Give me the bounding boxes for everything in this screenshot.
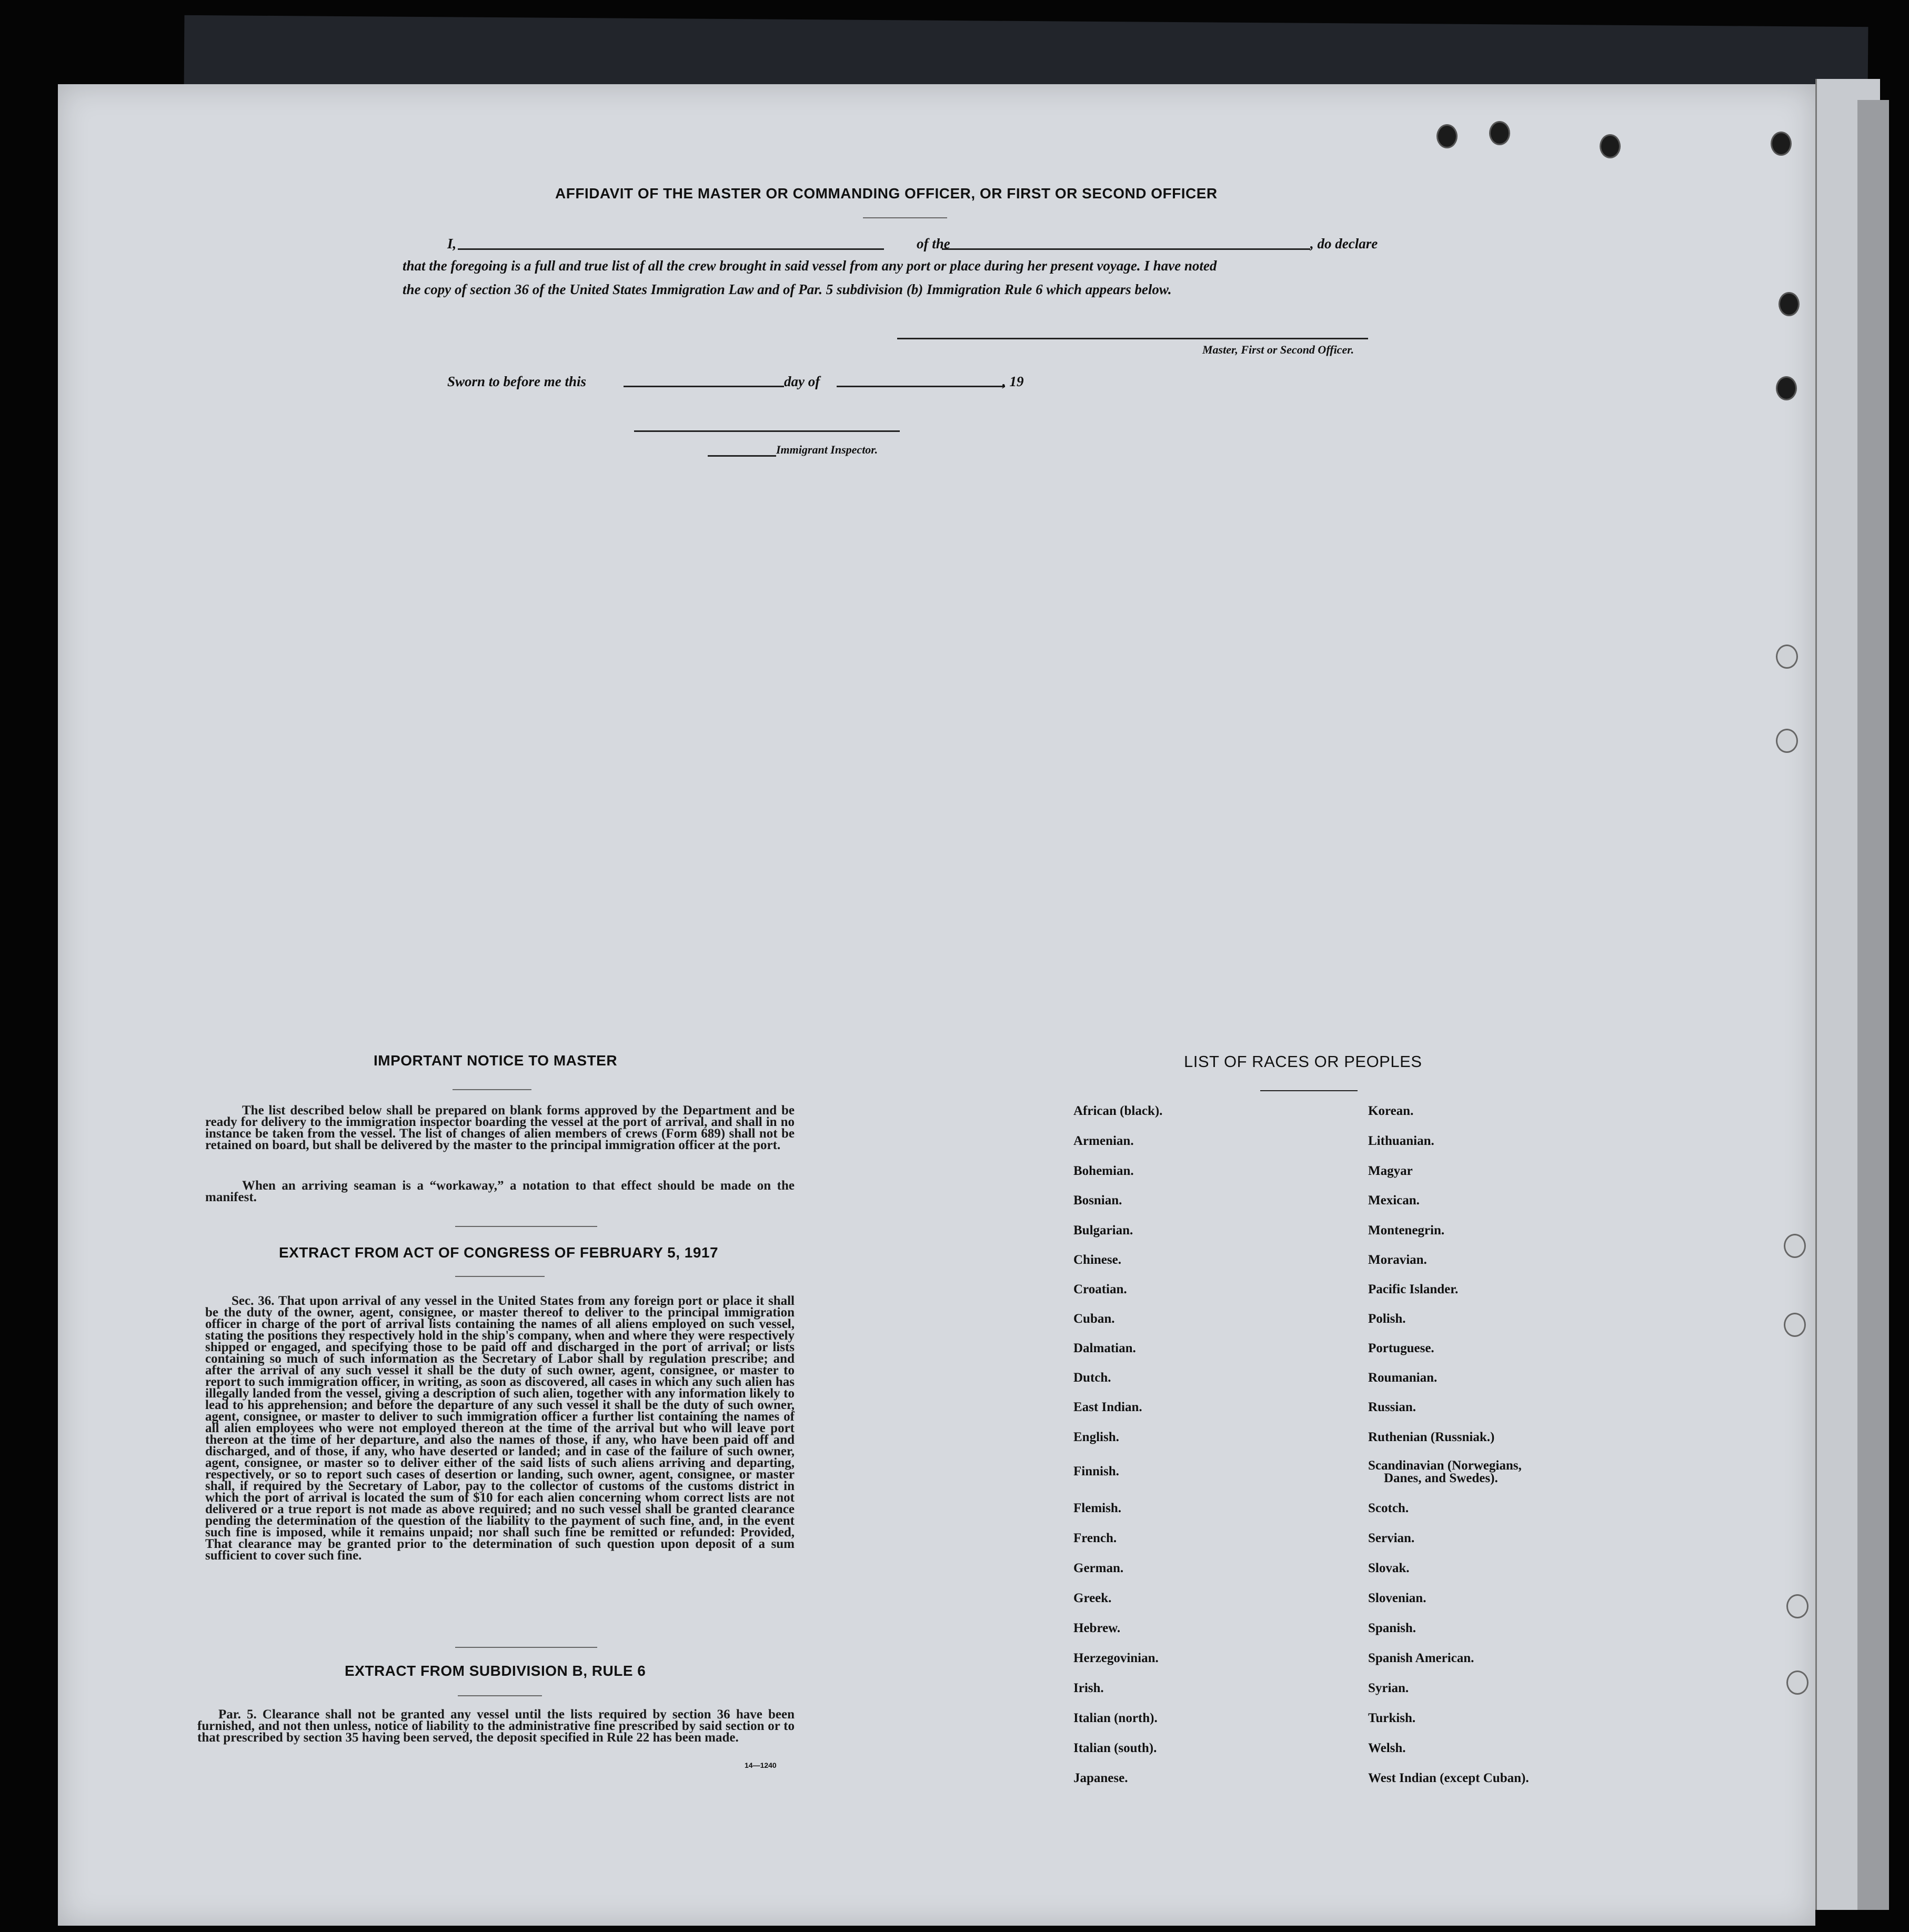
affidavit-text-line2: that the foregoing is a full and true list of all the crew brought in said vessel from any port or place during her present voyage. I have noted	[403, 258, 1217, 274]
race-item: Montenegrin.	[1368, 1223, 1445, 1237]
divider	[863, 217, 947, 218]
race-item: Finnish.	[1073, 1464, 1119, 1478]
races-title: LIST OF RACES OR PEOPLES	[1184, 1052, 1422, 1071]
race-item: French.	[1073, 1531, 1117, 1545]
inspector-caption: Immigrant Inspector.	[776, 443, 878, 456]
sworn-label: Sworn to before me this	[447, 374, 587, 389]
punch-hole-icon	[1489, 121, 1510, 145]
signature-caption: Master, First or Second Officer.	[1202, 343, 1354, 356]
race-item: Herzegovinian.	[1073, 1651, 1159, 1665]
punch-hole-icon	[1776, 729, 1798, 753]
inspector-signature-line[interactable]	[634, 430, 900, 432]
race-item: Bohemian.	[1073, 1164, 1134, 1178]
race-item: Flemish.	[1073, 1501, 1121, 1515]
race-item: East Indian.	[1073, 1400, 1142, 1414]
underlying-sheet-edge-dark	[1857, 100, 1889, 1910]
vessel-blank-line[interactable]	[942, 248, 1310, 250]
race-item: Dalmatian.	[1073, 1341, 1136, 1355]
race-item: Moravian.	[1368, 1253, 1427, 1267]
affidavit-do-declare: , do declare	[1310, 236, 1378, 251]
divider	[455, 1226, 597, 1227]
divider	[455, 1276, 545, 1277]
race-item: Servian.	[1368, 1531, 1415, 1545]
divider	[453, 1089, 531, 1090]
race-item: Italian (south).	[1073, 1741, 1157, 1755]
race-item: Roumanian.	[1368, 1371, 1438, 1385]
race-item: Greek.	[1073, 1591, 1112, 1605]
race-item: Portuguese.	[1368, 1341, 1434, 1355]
punch-hole-icon	[1784, 1313, 1806, 1337]
race-item: Mexican.	[1368, 1193, 1420, 1208]
punch-hole-icon	[1786, 1671, 1808, 1695]
race-item: Chinese.	[1073, 1253, 1121, 1267]
race-item: Italian (north).	[1073, 1711, 1158, 1725]
race-item: Armenian.	[1073, 1134, 1134, 1148]
race-item: Lithuanian.	[1368, 1134, 1434, 1148]
race-item: Bosnian.	[1073, 1193, 1122, 1208]
race-item: Spanish.	[1368, 1621, 1416, 1635]
race-item: Korean.	[1368, 1104, 1414, 1118]
day-of-label: day of	[784, 374, 820, 389]
race-item: Japanese.	[1073, 1771, 1128, 1785]
race-item: English.	[1073, 1430, 1119, 1444]
punch-hole-icon	[1786, 1594, 1808, 1618]
race-item: Croatian.	[1073, 1282, 1127, 1296]
affidavit-title: AFFIDAVIT OF THE MASTER OR COMMANDING OFFICER, OR FIRST OR SECOND OFFICER	[555, 185, 1218, 202]
day-blank-line[interactable]	[624, 386, 784, 387]
race-item: Scandinavian (Norwegians,	[1368, 1458, 1522, 1473]
name-blank-line[interactable]	[458, 248, 884, 250]
notice-paragraph-2: When an arriving seaman is a “workaway,” a notation to that effect should be made on the manifest.	[205, 1179, 795, 1204]
punch-hole-icon	[1776, 645, 1798, 669]
race-item: Danes, and Swedes).	[1384, 1471, 1498, 1485]
race-item: Welsh.	[1368, 1741, 1406, 1755]
race-item: Slovenian.	[1368, 1591, 1426, 1605]
race-item: Syrian.	[1368, 1681, 1409, 1695]
divider	[1260, 1090, 1358, 1091]
document-page	[58, 84, 1815, 1926]
race-item: Slovak.	[1368, 1561, 1410, 1575]
race-item: Turkish.	[1368, 1711, 1416, 1725]
divider	[708, 455, 776, 457]
punch-hole-icon	[1784, 1234, 1806, 1258]
race-item: Scotch.	[1368, 1501, 1409, 1515]
affidavit-text-line3: the copy of section 36 of the United States Immigration Law and of Par. 5 subdivision (b) Immigration Rule 6 which appears below.	[403, 281, 1172, 297]
affidavit-i-label: I,	[447, 236, 457, 251]
affidavit-of-the: of the	[917, 236, 950, 251]
month-blank-line[interactable]	[837, 386, 1005, 387]
extract-rule-title: EXTRACT FROM SUBDIVISION B, RULE 6	[345, 1663, 646, 1679]
race-item: Magyar	[1368, 1164, 1413, 1178]
race-item: German.	[1073, 1561, 1124, 1575]
signature-line[interactable]	[897, 338, 1368, 339]
form-number: 14—1240	[745, 1761, 777, 1769]
punch-hole-icon	[1776, 376, 1797, 400]
race-item: West Indian (except Cuban).	[1368, 1771, 1529, 1785]
extract-rule-body: Par. 5. Clearance shall not be granted any vessel until the lists required by section 36 have been furnished, and not then unless, notice of liability to the administrative fine prescribed by said section or to that prescribed by section 35 having been served, the deposit specified in Rule 22 has been made.	[197, 1707, 795, 1745]
race-item: Ruthenian (Russniak.)	[1368, 1430, 1495, 1444]
divider	[458, 1695, 542, 1696]
race-item: Russian.	[1368, 1400, 1416, 1414]
punch-hole-icon	[1600, 134, 1621, 158]
punch-hole-icon	[1771, 132, 1792, 156]
race-item: Cuban.	[1073, 1312, 1115, 1326]
race-item: Pacific Islander.	[1368, 1282, 1459, 1296]
year-label: , 19	[1002, 374, 1024, 389]
extract-act-title: EXTRACT FROM ACT OF CONGRESS OF FEBRUARY 5, 1917	[279, 1244, 719, 1261]
punch-hole-icon	[1436, 124, 1458, 148]
extract-act-body: Sec. 36. That upon arrival of any vessel in the United States from any foreign port or place it shall be the duty of the owner, agent, consignee, or master thereof to deliver to the principal immigration officer in charge of the port of arrival lists containing the names of all aliens employed on such vessel, stating the positions they respectively hold in the ship's company, when and where they were respectively shipped or engaged, and specifying those to be paid off and discharged in the port of arrival; or lists containing so much of such information as the Secretary of Labor shall by regulation prescribe; and after the arrival of any such vessel it shall be the duty of such owner, agent, consignee, or master to report to such immigration officer, in writing, as soon as discovered, all cases in which any such alien has illegally landed from the vessel, giving a description of such alien, together with any information likely to lead to his apprehension; and before the departure of any such vessel it shall be the duty of such owner, agent, consignee, or master to deliver to such immigration officer a further list containing the names of all alien employees who were not employed thereon at the time of the arrival but who will leave port thereon at the time of her departure, and also the names of those, if any, who have been paid off and discharged, and of those, if any, who have deserted or landed; and in case of the failure of such owner, agent, consignee, or master so to deliver either of the said lists of such aliens arriving and departing, respectively, or so to report such cases of desertion or landing, such owner, agent, consignee, or master shall, if required by the Secretary of Labor, pay to the collector of customs of the customs district in which the port of arrival is located the sum of $10 for each alien concerning whom correct lists are not delivered or a true report is not made as above required; and no such vessel shall be granted clearance pending the determination of the question of the liability to the payment of such fine, and, in the event such fine is imposed, while it remains unpaid; nor shall such fine be remitted or refunded: Provided, That clearance may be granted prior to the determination of such question upon deposit of a sum sufficient to cover such fine.	[205, 1294, 795, 1563]
race-item: Irish.	[1073, 1681, 1104, 1695]
notice-paragraph-1: The list described below shall be prepared on blank forms approved by the Department and be ready for delivery to the immigration inspector boarding the vessel at the port of arrival, and shall in no instance be taken from the vessel. The list of changes of alien members of crews (Form 689) shall not be retained on board, but shall be delivered by the master to the principal immigration officer at the port.	[205, 1103, 795, 1152]
punch-hole-icon	[1779, 292, 1800, 316]
notice-title: IMPORTANT NOTICE TO MASTER	[374, 1052, 618, 1069]
race-item: Dutch.	[1073, 1371, 1111, 1385]
race-item: Bulgarian.	[1073, 1223, 1133, 1237]
race-item: Hebrew.	[1073, 1621, 1121, 1635]
race-item: Polish.	[1368, 1312, 1406, 1326]
divider	[455, 1647, 597, 1648]
race-item: Spanish American.	[1368, 1651, 1474, 1665]
race-item: African (black).	[1073, 1104, 1163, 1118]
